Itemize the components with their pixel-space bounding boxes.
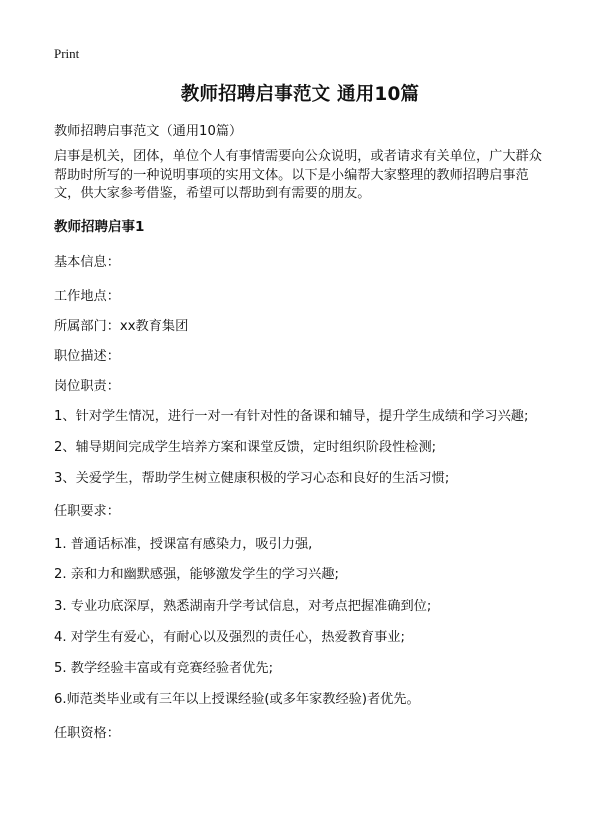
list-item-requirement-6: 6.师范类毕业或有三年以上授课经验(或多年家教经验)者优先。 <box>54 692 420 707</box>
body-line-department: 所属部门：xx教育集团 <box>54 319 189 334</box>
list-item-responsibility-2: 2、辅导期间完成学生培养方案和课堂反馈，定时组织阶段性检测; <box>54 440 437 455</box>
list-item-requirement-1: 1. 普通话标准，授课富有感染力，吸引力强, <box>54 537 313 552</box>
body-line-work-location: 工作地点： <box>54 289 120 304</box>
body-line-basic-info: 基本信息： <box>54 255 120 270</box>
list-item-requirement-4: 4. 对学生有爱心，有耐心以及强烈的责任心，热爱教育事业; <box>54 630 405 645</box>
body-line-job-description: 职位描述： <box>54 349 120 364</box>
intro-paragraph: 启事是机关，团体，单位个人有事情需要向公众说明，或者请求有关单位，广大群众帮助时所写的一种说明事项的实用文体。以下是小编帮大家整理的教师招聘启事范文，供大家参考借鉴，希望可以帮助到有需要的朋友。 <box>54 149 542 201</box>
list-item-requirement-2: 2. 亲和力和幽默感强，能够激发学生的学习兴趣; <box>54 567 339 582</box>
body-line-qualifications: 任职资格： <box>54 726 120 741</box>
list-item-responsibility-1: 1、针对学生情况，进行一对一有针对性的备课和辅导，提升学生成绩和学习兴趣; <box>54 409 529 424</box>
document-subtitle: 教师招聘启事范文（通用10篇） <box>54 124 243 139</box>
body-line-responsibilities: 岗位职责： <box>54 379 120 394</box>
list-item-requirement-5: 5. 教学经验丰富或有竞赛经验者优先; <box>54 661 274 676</box>
body-line-requirements: 任职要求： <box>54 504 120 519</box>
section-heading: 教师招聘启事1 <box>54 219 145 235</box>
list-item-responsibility-3: 3、关爱学生，帮助学生树立健康积极的学习心态和良好的生活习惯; <box>54 471 450 486</box>
list-item-requirement-3: 3. 专业功底深厚，熟悉湖南升学考试信息，对考点把握准确到位; <box>54 599 432 614</box>
page-title: 教师招聘启事范文 通用10篇 <box>180 84 420 105</box>
print-label: Print <box>54 46 80 61</box>
